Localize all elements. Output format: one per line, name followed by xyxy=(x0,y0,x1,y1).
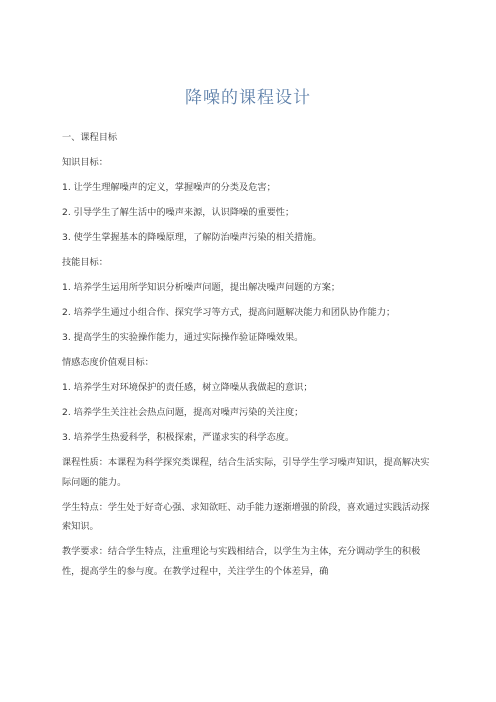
list-item: 1. 让学生理解噪声的定义，掌握噪声的分类及危害； xyxy=(62,182,276,193)
subheading-attitude: 情感态度价值观目标： xyxy=(62,357,154,368)
list-item: 2. 引导学生了解生活中的噪声来源，认识降噪的重要性； xyxy=(62,207,295,218)
list-item: 1. 培养学生运用所学知识分析噪声问题，提出解决噪声问题的方案； xyxy=(62,282,341,293)
list-item: 2. 培养学生通过小组合作、探究学习等方式，提高问题解决能力和团队协作能力； xyxy=(62,307,396,318)
list-item: 3. 使学生掌握基本的降噪原理，了解防治噪声污染的相关措施。 xyxy=(62,232,322,243)
course-nature-paragraph: 课程性质：本课程为科学探究类课程，结合生活实际，引导学生学习噪声知识，提高解决实际问题的能力。 xyxy=(62,457,430,488)
page-title: 降噪的课程设计 xyxy=(185,88,311,108)
subheading-skills: 技能目标： xyxy=(62,257,108,268)
section-heading: 一、课程目标 xyxy=(62,132,118,143)
list-item: 2. 培养学生关注社会热点问题，提高对噪声污染的关注度； xyxy=(62,407,304,418)
list-item: 3. 提高学生的实验操作能力，通过实际操作验证降噪效果。 xyxy=(62,332,304,343)
list-item: 3. 培养学生热爱科学，积极探索，严谨求实的科学态度。 xyxy=(62,432,295,443)
teaching-requirements-paragraph: 教学要求：结合学生特点，注重理论与实践相结合，以学生为主体，充分调动学生的积极性，提高学生的参与度。在教学过程中，关注学生的个体差异，确 xyxy=(62,546,421,577)
student-traits-paragraph: 学生特点：学生处于好奇心强、求知欲旺、动手能力逐渐增强的阶段，喜欢通过实践活动探索知识。 xyxy=(62,501,430,532)
document-body xyxy=(62,128,436,587)
list-item: 1. 培养学生对环境保护的责任感，树立降噪从我做起的意识； xyxy=(62,382,313,393)
subheading-knowledge: 知识目标： xyxy=(62,157,108,168)
